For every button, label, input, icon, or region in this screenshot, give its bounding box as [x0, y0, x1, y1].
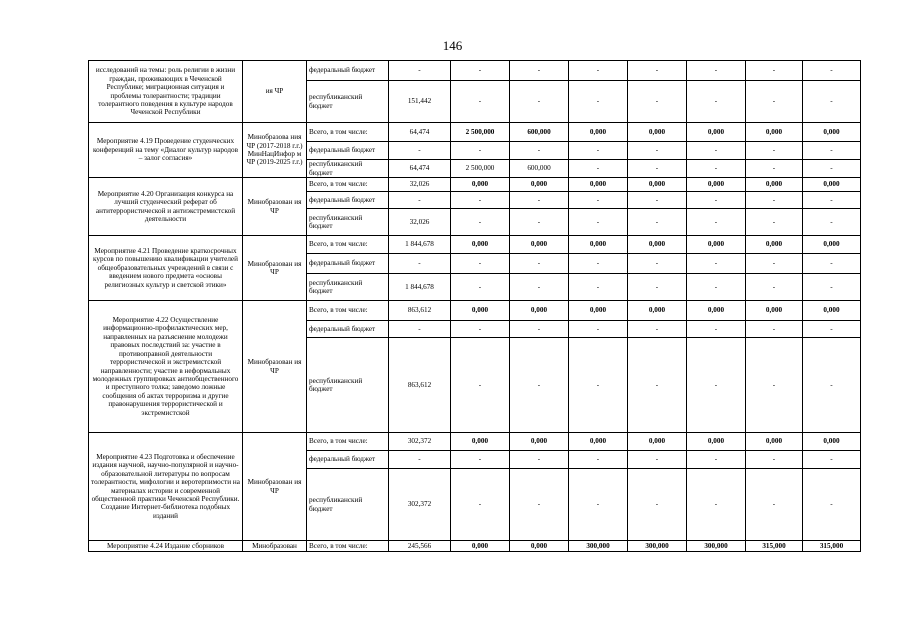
- value-cell: -: [569, 469, 628, 541]
- value-cell: -: [746, 338, 803, 433]
- value-cell: -: [510, 338, 569, 433]
- funding-source: Всего, в том числе:: [307, 178, 389, 192]
- value-cell: -: [569, 81, 628, 123]
- value-cell: 0,000: [746, 178, 803, 192]
- value-cell: 300,000: [569, 541, 628, 552]
- value-cell: -: [510, 451, 569, 469]
- value-cell: -: [746, 192, 803, 209]
- value-cell: 151,442: [389, 81, 451, 123]
- value-cell: 0,000: [803, 178, 861, 192]
- value-cell: -: [803, 209, 861, 236]
- value-cell: -: [510, 469, 569, 541]
- value-cell: -: [389, 254, 451, 274]
- value-cell: 0,000: [803, 433, 861, 451]
- value-cell: -: [451, 254, 510, 274]
- value-cell: -: [389, 142, 451, 160]
- activity-name: Мероприятие 4.23 Подготовка и обеспечение издания научной, научно-популярной и научно-образовательной литературы по вопросам толерантности, мифологии и веротерпимости на материалах истории и современной общественной практики Чеченской Республики. Создание Интернет-библиотека подобных изданий: [89, 433, 243, 541]
- value-cell: -: [510, 81, 569, 123]
- table-row: [89, 301, 861, 321]
- value-cell: -: [803, 338, 861, 433]
- table-row: [89, 123, 861, 142]
- funding-source: Всего, в том числе:: [307, 123, 389, 142]
- value-cell: -: [687, 142, 746, 160]
- table-row: [89, 178, 861, 192]
- executor: ия ЧР: [243, 61, 307, 123]
- value-cell: -: [389, 192, 451, 209]
- value-cell: -: [569, 451, 628, 469]
- value-cell: -: [389, 61, 451, 81]
- value-cell: 64,474: [389, 123, 451, 142]
- value-cell: 0,000: [510, 236, 569, 254]
- value-cell: -: [510, 254, 569, 274]
- funding-source: республиканский бюджет: [307, 338, 389, 433]
- value-cell: 2 500,000: [451, 160, 510, 178]
- funding-source: Всего, в том числе:: [307, 236, 389, 254]
- value-cell: 1 844,678: [389, 236, 451, 254]
- funding-source: федеральный бюджет: [307, 142, 389, 160]
- funding-source: республиканский бюджет: [307, 469, 389, 541]
- value-cell: -: [510, 142, 569, 160]
- value-cell: 0,000: [569, 178, 628, 192]
- value-cell: -: [569, 192, 628, 209]
- funding-source: республиканский бюджет: [307, 274, 389, 301]
- value-cell: 0,000: [803, 301, 861, 321]
- value-cell: -: [803, 142, 861, 160]
- value-cell: 302,372: [389, 469, 451, 541]
- activity-name: Мероприятие 4.24 Издание сборников: [89, 541, 243, 552]
- value-cell: 0,000: [687, 301, 746, 321]
- value-cell: 863,612: [389, 301, 451, 321]
- value-cell: -: [687, 254, 746, 274]
- value-cell: 0,000: [628, 236, 687, 254]
- table-row: [89, 236, 861, 254]
- executor: Минобразован: [243, 541, 307, 552]
- funding-source: республиканский бюджет: [307, 81, 389, 123]
- value-cell: 0,000: [451, 178, 510, 192]
- value-cell: 0,000: [628, 301, 687, 321]
- value-cell: -: [510, 209, 569, 236]
- value-cell: -: [803, 321, 861, 338]
- executor: Минобразован ия ЧР: [243, 236, 307, 301]
- value-cell: -: [628, 321, 687, 338]
- activity-name: исследований на темы: роль религии в жизни граждан, проживающих в Чеченской Республике; миграционная ситуация и проблемы толерантности; традиции толерантного поведения в культуре народов Чеченской Республики: [89, 61, 243, 123]
- value-cell: -: [687, 81, 746, 123]
- funding-source: федеральный бюджет: [307, 321, 389, 338]
- value-cell: 0,000: [510, 178, 569, 192]
- value-cell: 0,000: [687, 178, 746, 192]
- value-cell: -: [569, 61, 628, 81]
- value-cell: -: [451, 338, 510, 433]
- value-cell: -: [628, 160, 687, 178]
- activity-name: Мероприятие 4.21 Проведение краткосрочных курсов по повышению квалификации учителей общеобразовательных учреждений в связи с введением нового предмета «основы религиозных культур и светской этики»: [89, 236, 243, 301]
- table-row: [89, 541, 861, 552]
- value-cell: -: [628, 254, 687, 274]
- value-cell: 600,000: [510, 160, 569, 178]
- value-cell: -: [687, 451, 746, 469]
- value-cell: 32,026: [389, 209, 451, 236]
- value-cell: -: [746, 81, 803, 123]
- value-cell: -: [803, 192, 861, 209]
- value-cell: -: [389, 321, 451, 338]
- value-cell: -: [803, 469, 861, 541]
- funding-source: федеральный бюджет: [307, 192, 389, 209]
- value-cell: -: [628, 61, 687, 81]
- value-cell: 0,000: [803, 236, 861, 254]
- value-cell: -: [746, 321, 803, 338]
- value-cell: -: [746, 254, 803, 274]
- value-cell: -: [687, 160, 746, 178]
- value-cell: 0,000: [746, 433, 803, 451]
- activity-name: Мероприятие 4.20 Организация конкурса на лучший студенческий реферат об антитеррористической и антиэкстремистской деятельности: [89, 178, 243, 236]
- page-number: 146: [442, 38, 463, 53]
- value-cell: -: [628, 451, 687, 469]
- value-cell: -: [451, 61, 510, 81]
- value-cell: -: [803, 160, 861, 178]
- table-row: [89, 433, 861, 451]
- value-cell: -: [803, 81, 861, 123]
- value-cell: 0,000: [569, 433, 628, 451]
- value-cell: -: [569, 254, 628, 274]
- value-cell: -: [569, 321, 628, 338]
- value-cell: -: [746, 160, 803, 178]
- value-cell: -: [569, 142, 628, 160]
- value-cell: -: [746, 209, 803, 236]
- value-cell: 0,000: [628, 123, 687, 142]
- value-cell: 32,026: [389, 178, 451, 192]
- executor: Минобразован ия ЧР: [243, 178, 307, 236]
- value-cell: -: [510, 321, 569, 338]
- value-cell: -: [451, 81, 510, 123]
- value-cell: 0,000: [451, 301, 510, 321]
- value-cell: -: [687, 321, 746, 338]
- value-cell: -: [569, 160, 628, 178]
- value-cell: 0,000: [803, 123, 861, 142]
- funding-source: федеральный бюджет: [307, 254, 389, 274]
- value-cell: -: [687, 274, 746, 301]
- value-cell: -: [451, 469, 510, 541]
- value-cell: 0,000: [451, 541, 510, 552]
- funding-source: Всего, в том числе:: [307, 541, 389, 552]
- value-cell: 0,000: [451, 236, 510, 254]
- value-cell: -: [746, 469, 803, 541]
- value-cell: -: [569, 209, 628, 236]
- value-cell: -: [510, 61, 569, 81]
- value-cell: -: [569, 274, 628, 301]
- funding-source: федеральный бюджет: [307, 451, 389, 469]
- value-cell: -: [628, 338, 687, 433]
- value-cell: 1 844,678: [389, 274, 451, 301]
- value-cell: -: [628, 209, 687, 236]
- funding-source: республиканский бюджет: [307, 160, 389, 178]
- value-cell: 600,000: [510, 123, 569, 142]
- budget-table: [88, 60, 861, 552]
- value-cell: 0,000: [687, 123, 746, 142]
- value-cell: 0,000: [569, 123, 628, 142]
- funding-source: федеральный бюджет: [307, 61, 389, 81]
- value-cell: -: [746, 142, 803, 160]
- value-cell: -: [687, 469, 746, 541]
- funding-source: республиканский бюджет: [307, 209, 389, 236]
- value-cell: 2 500,000: [451, 123, 510, 142]
- value-cell: -: [687, 192, 746, 209]
- value-cell: 302,372: [389, 433, 451, 451]
- value-cell: -: [687, 209, 746, 236]
- value-cell: 300,000: [628, 541, 687, 552]
- value-cell: -: [803, 61, 861, 81]
- value-cell: -: [510, 192, 569, 209]
- value-cell: 64,474: [389, 160, 451, 178]
- value-cell: 0,000: [628, 178, 687, 192]
- executor: Минобразова ния ЧР (2017-2018 г.г.) МинНацИнфор м ЧР (2019-2025 г.г.): [243, 123, 307, 178]
- value-cell: 0,000: [746, 301, 803, 321]
- table-row: [89, 61, 861, 81]
- value-cell: 0,000: [451, 433, 510, 451]
- value-cell: -: [803, 451, 861, 469]
- value-cell: -: [451, 274, 510, 301]
- value-cell: -: [746, 451, 803, 469]
- value-cell: 0,000: [687, 236, 746, 254]
- activity-name: Мероприятие 4.22 Осуществление информационно-профилактических мер, направленных на разъяснение молодежи правовых последствий за: участие в противоправной деятельности террористической и экстремистской направленности; участие в неформальных молодежных группировках антиобщественного и преступного толка; заведомо ложные сообщения об актах терроризма и другие правонарушения террористической и экстремистской: [89, 301, 243, 433]
- value-cell: 863,612: [389, 338, 451, 433]
- value-cell: -: [510, 274, 569, 301]
- value-cell: -: [628, 142, 687, 160]
- value-cell: -: [451, 451, 510, 469]
- value-cell: 300,000: [687, 541, 746, 552]
- value-cell: -: [451, 321, 510, 338]
- value-cell: -: [389, 451, 451, 469]
- value-cell: -: [628, 274, 687, 301]
- value-cell: 0,000: [687, 433, 746, 451]
- value-cell: -: [746, 61, 803, 81]
- value-cell: 0,000: [510, 541, 569, 552]
- value-cell: 0,000: [746, 123, 803, 142]
- activity-name: Мероприятие 4.19 Проведение студенческих конференций на тему «Диалог культур народов – залог согласия»: [89, 123, 243, 178]
- value-cell: -: [569, 338, 628, 433]
- funding-source: Всего, в том числе:: [307, 433, 389, 451]
- executor: Минобразован ия ЧР: [243, 433, 307, 541]
- value-cell: 0,000: [628, 433, 687, 451]
- value-cell: 315,000: [803, 541, 861, 552]
- value-cell: -: [628, 192, 687, 209]
- value-cell: -: [451, 209, 510, 236]
- value-cell: 245,566: [389, 541, 451, 552]
- value-cell: 0,000: [510, 301, 569, 321]
- value-cell: -: [687, 61, 746, 81]
- value-cell: 315,000: [746, 541, 803, 552]
- value-cell: -: [746, 274, 803, 301]
- value-cell: -: [687, 338, 746, 433]
- value-cell: -: [451, 192, 510, 209]
- value-cell: 0,000: [510, 433, 569, 451]
- value-cell: 0,000: [746, 236, 803, 254]
- value-cell: 0,000: [569, 301, 628, 321]
- value-cell: -: [628, 81, 687, 123]
- funding-source: Всего, в том числе:: [307, 301, 389, 321]
- executor: Минобразован ия ЧР: [243, 301, 307, 433]
- value-cell: -: [803, 274, 861, 301]
- value-cell: -: [451, 142, 510, 160]
- value-cell: -: [628, 469, 687, 541]
- value-cell: 0,000: [569, 236, 628, 254]
- value-cell: -: [803, 254, 861, 274]
